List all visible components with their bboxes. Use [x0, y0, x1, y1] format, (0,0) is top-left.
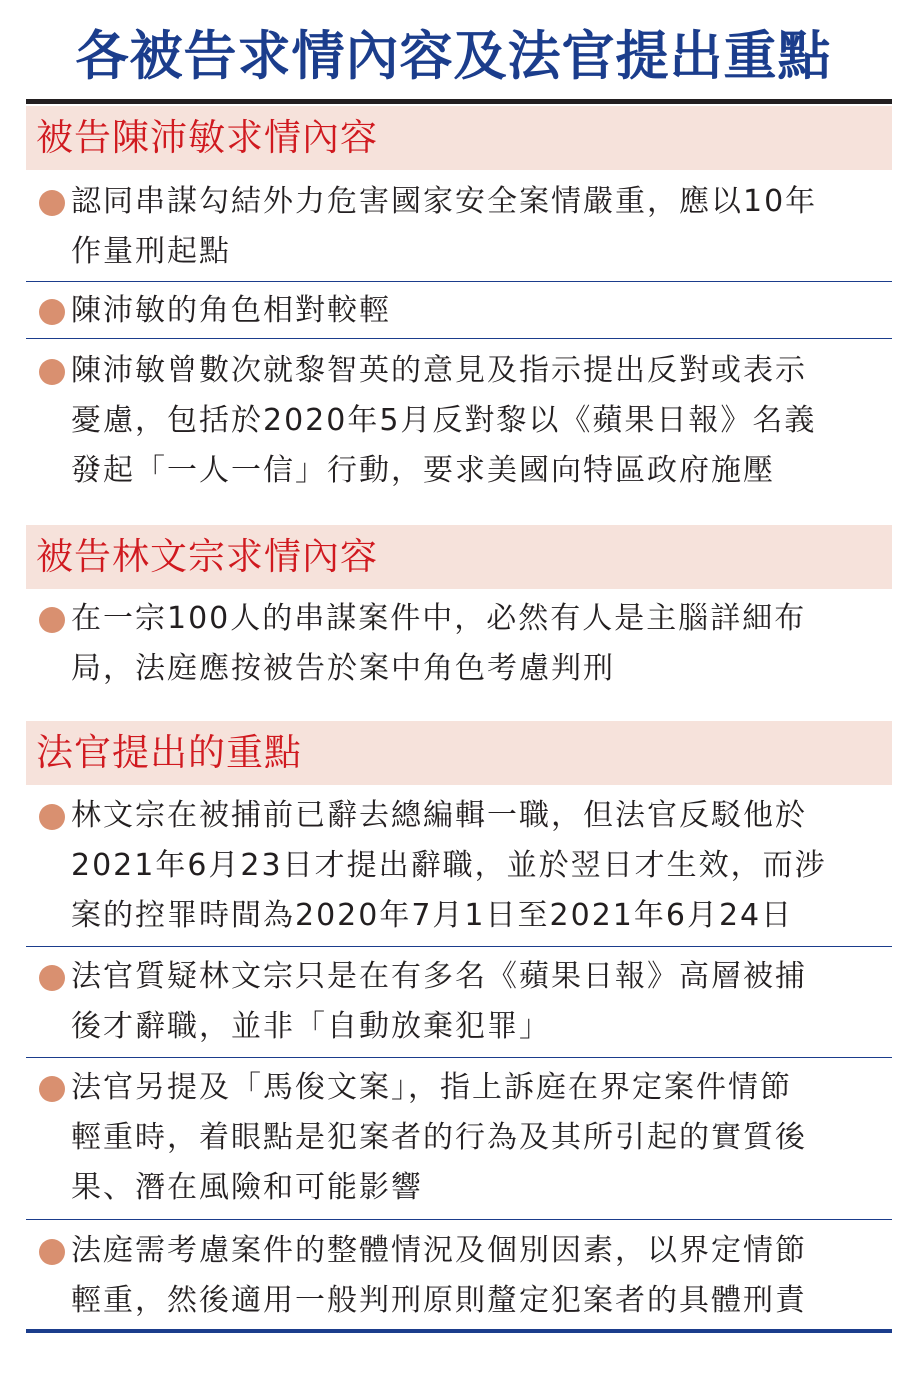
list-item-text: 法官另提及「馬俊文案」，指上訴庭在界定案件情節 輕重時，着眼點是犯案者的行為及其所引起的實質後 果、潛在風險和可能影響 — [71, 1070, 807, 1205]
item-divider — [26, 946, 892, 947]
list-item — [26, 177, 892, 277]
bullet-dot-icon — [39, 965, 65, 991]
list-item — [26, 791, 892, 941]
list-item-text: 陳沛敏曾數次就黎智英的意見及指示提出反對或表示 憂慮，包括於2020年5月反對黎以《蘋果日報》名義 發起「一人一信」行動，要求美國向特區政府施壓 — [71, 353, 817, 488]
section-heading-judge-points: 法官提出的重點 — [26, 721, 892, 785]
list-item — [26, 286, 892, 336]
list-item — [26, 346, 892, 496]
bullet-dot-icon — [39, 1076, 65, 1102]
list-item-text: 陳沛敏的角色相對較輕 — [71, 293, 391, 328]
bottom-rule — [26, 1329, 892, 1333]
list-item — [26, 952, 892, 1052]
section-heading-chan-pui-man: 被告陳沛敏求情內容 — [26, 106, 892, 170]
page-title: 各被告求情內容及法官提出重點 — [75, 26, 832, 87]
list-item-text: 法庭需考慮案件的整體情況及個別因素，以界定情節 輕重，然後適用一般判刑原則釐定犯案者的具體刑責 — [71, 1233, 807, 1318]
top-rule — [26, 99, 892, 104]
bullet-dot-icon — [39, 804, 65, 830]
list-item — [26, 1063, 892, 1213]
list-item-text: 在一宗100人的串謀案件中，必然有人是主腦詳細布 局，法庭應按被告於案中角色考慮判刑 — [71, 601, 807, 686]
bullet-dot-icon — [39, 359, 65, 385]
bullet-dot-icon — [39, 299, 65, 325]
item-divider — [26, 1057, 892, 1058]
item-divider — [26, 1219, 892, 1220]
bullet-dot-icon — [39, 607, 65, 633]
section-heading-lam-man-chung: 被告林文宗求情內容 — [26, 525, 892, 589]
bullet-dot-icon — [39, 1239, 65, 1265]
item-divider — [26, 338, 892, 339]
list-item-text: 認同串謀勾結外力危害國家安全案情嚴重，應以10年 作量刑起點 — [71, 184, 818, 269]
list-item — [26, 1226, 892, 1326]
list-item — [26, 594, 892, 694]
list-item-text: 法官質疑林文宗只是在有多名《蘋果日報》高層被捕 後才辭職，並非「自動放棄犯罪」 — [71, 959, 807, 1044]
item-divider — [26, 281, 892, 282]
bullet-dot-icon — [39, 190, 65, 216]
list-item-text: 林文宗在被捕前已辭去總編輯一職，但法官反駁他於 2021年6月23日才提出辭職，並於翌日才生效，而涉 案的控罪時間為2020年7月1日至2021年6月24日 — [71, 798, 827, 933]
